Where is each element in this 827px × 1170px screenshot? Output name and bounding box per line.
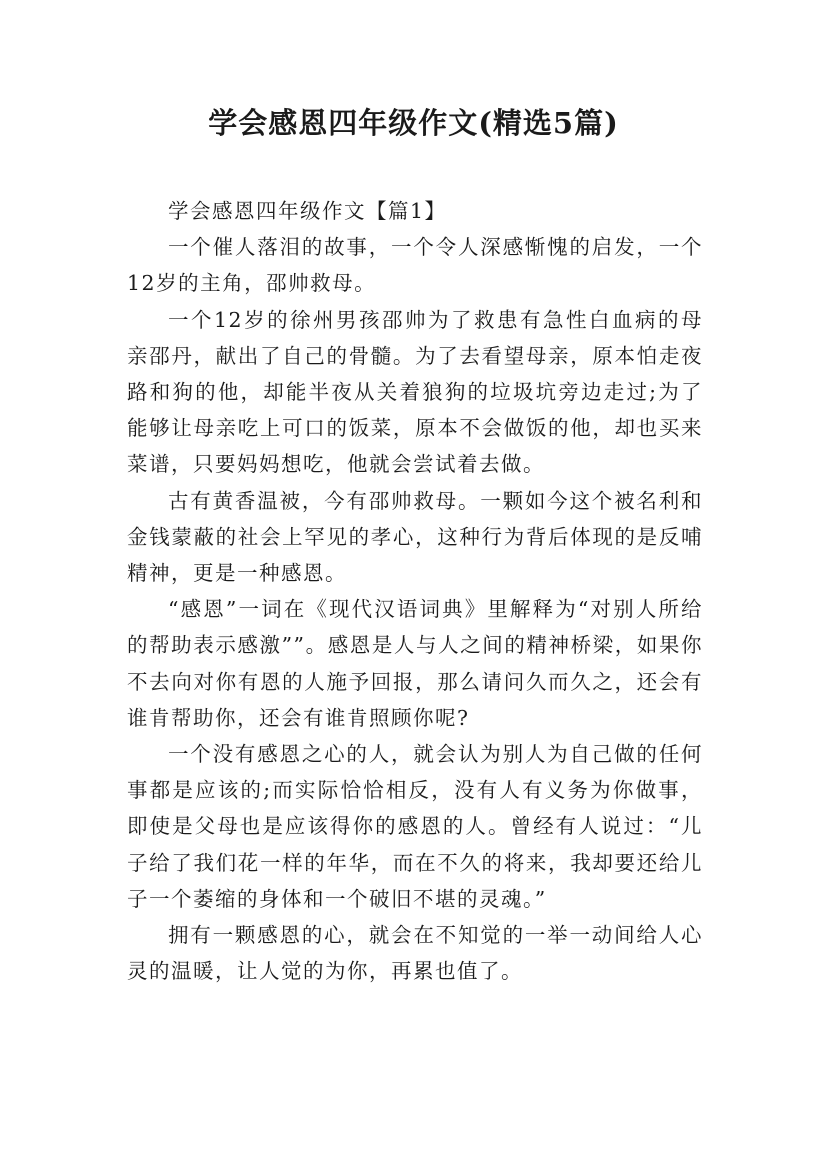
paragraph: 拥有一颗感恩的心，就会在不知觉的一举一动间给人心灵的温暖，让人觉的为你，再累也值了。	[127, 923, 703, 984]
paragraph: 一个催人落泪的故事，一个令人深感惭愧的启发，一个12岁的主角，邵帅救母。	[127, 235, 703, 296]
document-body	[127, 193, 703, 989]
paragraph: 一个没有感恩之心的人，就会认为别人为自己做的任何事都是应该的;而实际恰恰相反，没有人有义务为你做事，即使是父母也是应该得你的感恩的人。曾经有人说过：“儿子给了我们花一样的年华，而在不久的将来，我却要还给儿子一个萎缩的身体和一个破旧不堪的灵魂。”	[127, 742, 703, 911]
section-heading: 学会感恩四年级作文【篇1】	[168, 199, 447, 223]
paragraph: 古有黄香温被，今有邵帅救母。一颗如今这个被名利和金钱蒙蔽的社会上罕见的孝心，这种行为背后体现的是反哺精神，更是一种感恩。	[127, 488, 703, 586]
paragraph: 一个12岁的徐州男孩邵帅为了救患有急性白血病的母亲邵丹，献出了自己的骨髓。为了去看望母亲，原本怕走夜路和狗的他，却能半夜从关着狼狗的垃圾坑旁边走过;为了能够让母亲吃上可口的饭菜，原本不会做饭的他，却也买来菜谱，只要妈妈想吃，他就会尝试着去做。	[127, 307, 703, 477]
paragraph: “感恩”一词在《现代汉语词典》里解释为“对别人所给的帮助表示感激””。感恩是人与人之间的精神桥梁，如果你不去向对你有恩的人施予回报，那么请问久而久之，还会有谁肯帮助你，还会有谁肯照顾你呢?	[127, 597, 703, 730]
document-title: 学会感恩四年级作文(精选5篇)	[208, 106, 619, 140]
